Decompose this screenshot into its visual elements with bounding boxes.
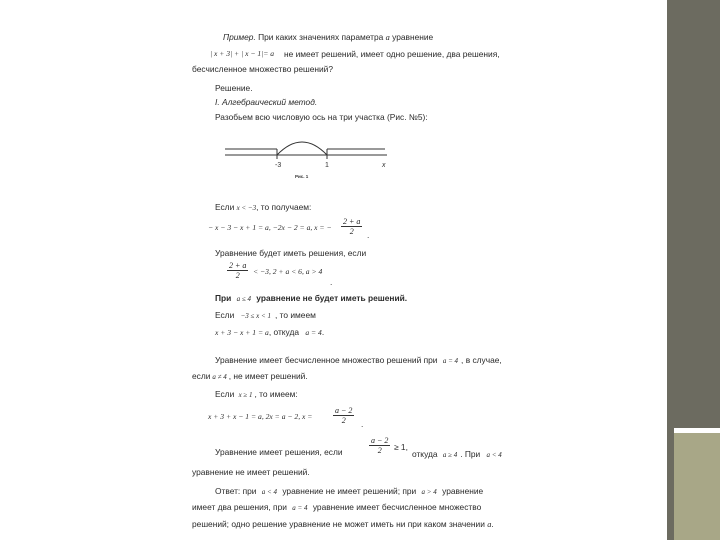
answer-text-3: имеет два решения, при xyxy=(192,502,287,512)
case1-cond: x < −3 xyxy=(236,204,257,212)
answer-cond-2: a > 4 xyxy=(421,488,437,496)
answer-line-3 xyxy=(192,519,494,530)
case3-condition xyxy=(215,389,298,400)
answer-text-5: решений; одно решение уравнение не может иметь ни при каком значении xyxy=(192,519,485,529)
if-word: Если xyxy=(215,310,235,320)
axis-x-label: x xyxy=(382,162,386,169)
case1-ineq-fraction xyxy=(227,261,248,280)
case3-whence-cond: a ≥ 4 xyxy=(442,451,458,459)
frac-num: a − 2 xyxy=(335,406,353,415)
answer-line-2 xyxy=(192,502,481,513)
case2-result: a = 4 xyxy=(305,328,322,337)
case3-whence xyxy=(412,449,502,460)
problem-text-tail: уравнение xyxy=(392,32,434,42)
split-text: Разобьем всю числовую ось на три участка (Рис. №5): xyxy=(215,112,428,122)
case1-condition xyxy=(215,202,311,213)
frac-den: 2 xyxy=(349,227,354,236)
frac-den: 2 xyxy=(377,446,382,455)
problem-line-3: бесчисленное множество решений? xyxy=(192,64,334,74)
problem-line-2: не имеет решений, имеет одно решение, два решения, xyxy=(284,49,500,59)
case2-infinite xyxy=(215,355,502,366)
tick-right-label: 1 xyxy=(325,162,329,169)
answer-cond-1: a < 4 xyxy=(261,488,278,496)
case2-cond: −3 ≤ x < 1 xyxy=(240,312,271,320)
if-word: если xyxy=(192,371,211,381)
case3-equation: x + 3 + x − 1 = a, 2x = a − 2, x = xyxy=(208,412,313,421)
case1-none xyxy=(215,293,407,304)
case1-equation: − x − 3 − x + 1 = a, −2x − 2 = a, x = − xyxy=(208,223,332,232)
whence-word: откуда xyxy=(412,449,438,459)
dot: . xyxy=(321,327,325,337)
at-word: При xyxy=(215,293,232,303)
example-label: Пример. xyxy=(223,32,256,42)
frac-den: 2 xyxy=(341,416,346,425)
tick-left-label: -3 xyxy=(275,162,282,169)
case3-solv-tail: ≥ 1, xyxy=(394,442,408,452)
problem-text: При каких значениях параметра xyxy=(258,32,384,42)
solution-label: Решение. xyxy=(215,83,253,93)
dot: . xyxy=(491,519,494,529)
case2-condition xyxy=(215,310,316,321)
case2-infinite-text: Уравнение имеет бесчисленное множество решений при xyxy=(215,355,438,365)
case1-fraction xyxy=(341,217,362,236)
case1-solvable: Уравнение будет иметь решения, если xyxy=(215,248,367,258)
document-page xyxy=(175,10,530,538)
then-word: , то получаем: xyxy=(256,202,312,212)
method-label: I. Алгебраический метод. xyxy=(215,97,318,107)
frac-den: 2 xyxy=(235,271,240,280)
number-line-figure xyxy=(215,135,395,183)
case3-solvable: Уравнение имеет решения, если xyxy=(215,447,343,457)
then-word: , то имеем xyxy=(274,310,316,320)
problem-line-1 xyxy=(223,32,433,43)
right-decorative-sidebar xyxy=(667,0,720,540)
case3-at-cond: a < 4 xyxy=(486,451,502,459)
case1-none-text: уравнение не будет иметь решений. xyxy=(256,293,408,303)
figure-caption: Рис. 1 xyxy=(295,174,309,179)
sidebar-dark-band xyxy=(674,0,720,428)
case3-none: уравнение не имеет решений. xyxy=(192,467,310,477)
case2-else xyxy=(192,371,308,382)
if-word: Если xyxy=(215,389,235,399)
sidebar-olive-band xyxy=(674,433,720,540)
case3-cond: x ≥ 1 xyxy=(238,391,253,399)
case2-else-text: , не имеет решений. xyxy=(228,371,308,381)
param-a: a xyxy=(487,520,492,529)
answer-text-2: уравнение xyxy=(442,486,484,496)
case1-dot2: . xyxy=(330,277,333,287)
param-a: a xyxy=(385,33,390,42)
answer-line-1 xyxy=(215,486,483,497)
case3-fraction xyxy=(333,406,354,425)
region-middle-arc xyxy=(277,142,327,155)
frac-num: 2 + a xyxy=(343,217,361,226)
case2-infinite-cond: a = 4 xyxy=(442,357,459,365)
if-word: Если xyxy=(215,202,235,212)
case2-infinite-tail: , в случае, xyxy=(461,355,502,365)
case1-none-cond: a ≤ 4 xyxy=(236,295,251,303)
frac-num: a − 2 xyxy=(371,436,389,445)
case1-inequality: < −3, 2 + a < 6, a > 4 xyxy=(253,267,323,276)
answer-text-1: уравнение не имеет решений; при xyxy=(282,486,417,496)
case3-dot: . xyxy=(361,419,364,429)
at-word: . При xyxy=(460,449,481,459)
frac-num: 2 + a xyxy=(229,261,247,270)
case2-else-cond: a ≠ 4 xyxy=(212,373,227,381)
problem-equation: | x + 3| + | x − 1|= a xyxy=(210,49,275,58)
then-word: , то имеем: xyxy=(254,389,298,399)
case2-equation-line xyxy=(215,327,324,338)
case1-dot: . xyxy=(367,230,370,240)
case2-eq: x + 3 − x + 1 = a xyxy=(215,328,269,337)
whence-word: , откуда xyxy=(268,327,300,337)
answer-cond-3: a = 4 xyxy=(292,504,308,512)
answer-label: Ответ: при xyxy=(215,486,257,496)
case3-solv-fraction xyxy=(369,436,390,455)
answer-text-4: уравнение имеет бесчисленное множество xyxy=(312,502,482,512)
